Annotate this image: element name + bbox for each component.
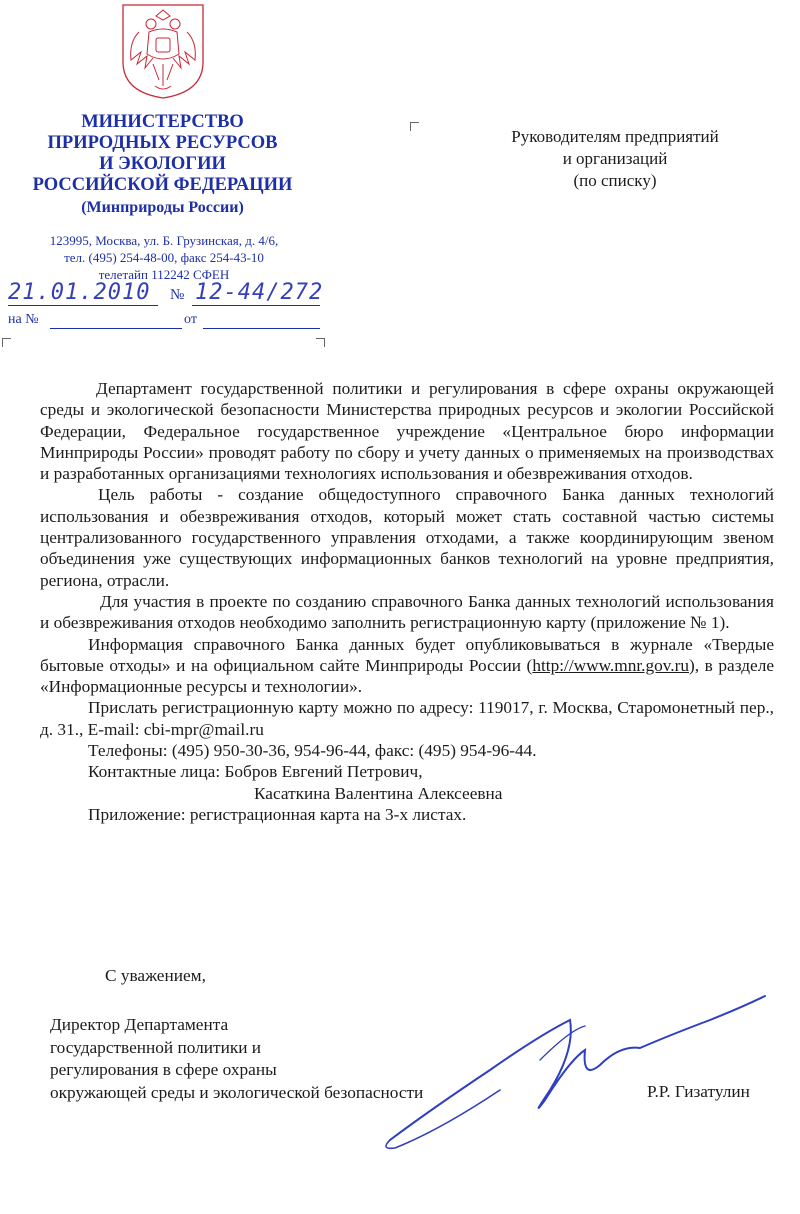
addressee-block bbox=[470, 126, 760, 192]
body-paragraph-phones: Телефоны: (495) 950-30-36, 954-96-44, факс: (495) 954-96-44. bbox=[88, 741, 537, 761]
position-line: окружающей среды и экологической безопасности bbox=[50, 1082, 424, 1102]
header-corner-mark bbox=[316, 338, 325, 347]
ministry-line: И ЭКОЛОГИИ bbox=[99, 154, 226, 174]
address-line: телетайп 112242 СФЕН bbox=[98, 267, 230, 282]
letter-body bbox=[40, 378, 774, 825]
addressee-corner-mark bbox=[410, 122, 419, 131]
reference-label: на № bbox=[8, 312, 39, 327]
number-sign: № bbox=[170, 287, 185, 303]
addressee-line: и организаций bbox=[562, 149, 668, 168]
header-corner-mark bbox=[2, 338, 11, 347]
address-line: 123995, Москва, ул. Б. Грузинская, д. 4/6, bbox=[49, 233, 279, 248]
reference-date-line bbox=[203, 328, 320, 329]
outgoing-number: 12-44/272 bbox=[195, 280, 324, 305]
body-paragraph-attachment: Приложение: регистрационная карта на 3-х листах. bbox=[88, 804, 467, 824]
body-paragraph-contact-second: Касаткина Валентина Алексеевна bbox=[254, 783, 503, 803]
body-paragraph: Цель работы - создание общедоступного справочного Банка данных технологий использования и обезвреживания отходов, который может стать составной частью системы централизованного государственного управления отходами, а также координирующим звеном объединения уже существующих информационных банков технологий на уровне предприятия, региона, отрасли. bbox=[40, 485, 774, 590]
closing-regards: С уважением, bbox=[105, 966, 206, 985]
body-paragraph-publication bbox=[40, 634, 774, 698]
ministry-short-name: (Минприроды России) bbox=[81, 199, 244, 216]
body-paragraph: Департамент государственной политики и регулирования в сфере охраны окружающей среды и экологической безопасности Министерства природных ресурсов и экологии Российской Федерации, Федеральное государственное учреждение «Центральное бюро информации Минприроды России» проводят работу по сбору и учету данных о применяемых на производствах и разработанных организациями технологиях использования и обезвреживания отходов. bbox=[40, 379, 774, 484]
date-underline bbox=[8, 305, 158, 306]
body-paragraph-address: Прислать регистрационную карту можно по адресу: 119017, г. Москва, Старомонетный пер., д. 31., E-mail: cbi-mpr@mail.ru bbox=[40, 698, 774, 739]
addressee-line: (по списку) bbox=[573, 171, 657, 190]
handwritten-signature bbox=[370, 990, 770, 1160]
ministry-line: ПРИРОДНЫХ РЕСУРСОВ bbox=[47, 133, 278, 153]
signatory-position bbox=[50, 1014, 423, 1104]
position-line: Директор Департамента bbox=[50, 1015, 229, 1034]
signatory-name: Р.Р. Гизатулин bbox=[647, 1082, 750, 1101]
ministry-name bbox=[0, 112, 325, 218]
ministry-address bbox=[0, 232, 328, 283]
outgoing-date: 21.01.2010 bbox=[8, 280, 151, 305]
coat-of-arms-emblem bbox=[119, 2, 207, 100]
position-line: регулирования в сфере охраны bbox=[50, 1060, 277, 1080]
addressee-line: Руководителям предприятий bbox=[511, 127, 719, 146]
position-line: государственной политики и bbox=[50, 1037, 262, 1057]
body-paragraph: Для участия в проекте по созданию справочного Банка данных технологий использования и обезвреживания отходов необходимо заполнить регистрационную карту (приложение № 1). bbox=[40, 591, 774, 633]
ministry-line: РОССИЙСКОЙ ФЕДЕРАЦИИ bbox=[32, 175, 293, 195]
reference-number-line bbox=[50, 328, 182, 329]
address-line: тел. (495) 254-48-00, факс 254-43-10 bbox=[64, 250, 264, 265]
body-paragraph-contacts: Контактные лица: Бобров Евгений Петрович, bbox=[88, 762, 423, 782]
publication-text: Информация справочного Банка данных будет опубликовываться в журнале «Твердые бытовые отходы» и на официальном сайте Минприроды России ( bbox=[40, 634, 774, 675]
ministry-line: МИНИСТЕРСТВО bbox=[81, 112, 244, 132]
number-underline bbox=[192, 305, 320, 306]
reference-from-label: от bbox=[184, 312, 197, 327]
ministry-website-link[interactable]: http://www.mnr.gov.ru bbox=[532, 655, 689, 675]
publication-text-end: ), в разделе «Информационные ресурсы и технологии». bbox=[40, 655, 774, 697]
